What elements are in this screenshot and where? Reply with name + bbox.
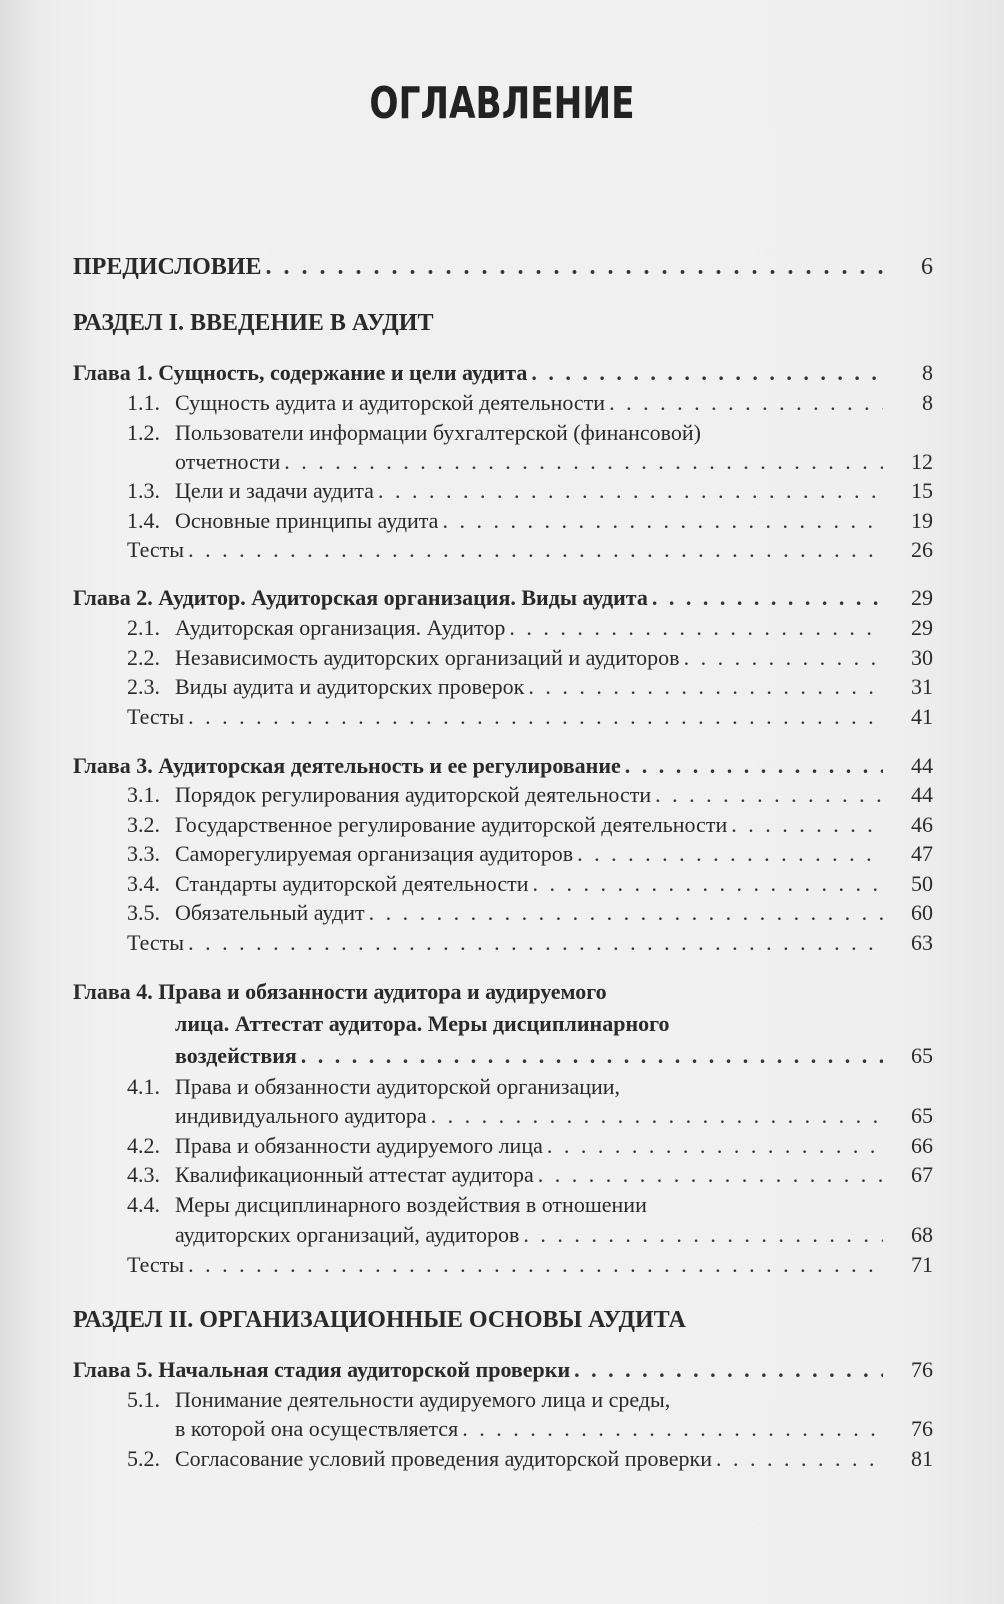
toc-entry-text: Порядок регулирования аудиторской деятельности — [175, 782, 652, 807]
toc-entry-number: 1.2. — [127, 420, 160, 445]
toc-entry-number: 5.2. — [127, 1446, 160, 1471]
toc-page-number: 19 — [911, 508, 933, 533]
toc-page-number: 47 — [911, 841, 933, 866]
section-heading-2: РАЗДЕЛ II. ОРГАНИЗАЦИОННЫЕ ОСНОВЫ АУДИТА — [73, 1307, 686, 1333]
toc-entry-text: Понимание деятельности аудируемого лица и среды, — [175, 1387, 671, 1412]
toc-entry-4-tests[interactable] — [127, 1250, 933, 1280]
toc-entry-text: Сущность аудита и аудиторской деятельности — [175, 390, 606, 415]
toc-entry-text: Аудиторская организация. Аудитор — [175, 615, 506, 640]
toc-page-number: 12 — [911, 449, 933, 474]
toc-page-number: 81 — [911, 1446, 933, 1471]
toc-entry-text: Права и обязанности аудируемого лица — [175, 1133, 543, 1158]
toc-entry-3-5[interactable] — [127, 898, 933, 928]
dot-leader — [577, 839, 883, 869]
toc-page-number: 31 — [911, 674, 933, 699]
toc-entry-chapter-4-line2[interactable]: лица. Аттестат аудитора. Меры дисциплинарного — [175, 1011, 670, 1036]
dot-leader — [523, 1220, 883, 1250]
toc-page-number: 76 — [911, 1416, 933, 1441]
toc-entry-number: 3.3. — [127, 841, 160, 866]
dot-leader — [625, 751, 883, 781]
toc-entry-text-cont: аудиторских организаций, аудиторов — [175, 1222, 520, 1247]
toc-entry-3-3[interactable] — [127, 839, 933, 869]
toc-page-number: 41 — [911, 704, 933, 729]
toc-entry-text-cont: отчетности — [175, 449, 281, 474]
toc-entry-2-2[interactable] — [127, 643, 933, 673]
toc-entry-number: 1.1. — [127, 390, 160, 415]
toc-entry-text: Глава 1. Сущность, содержание и цели аудита — [73, 360, 528, 385]
toc-entry-text: Квалификационный аттестат аудитора — [175, 1162, 534, 1187]
toc-page-number: 26 — [911, 537, 933, 562]
toc-page-number: 65 — [911, 1103, 933, 1128]
toc-entry-text: Права и обязанности аудиторской организации, — [175, 1074, 621, 1099]
dot-leader — [609, 388, 883, 418]
dot-leader — [716, 1444, 883, 1474]
toc-entry-3-1[interactable] — [127, 780, 933, 810]
toc-entry-number: 2.3. — [127, 674, 160, 699]
toc-entry-text-cont: в которой она осуществляется — [175, 1416, 459, 1441]
toc-entry-1-1[interactable] — [127, 388, 933, 418]
toc-entry-text: Глава 3. Аудиторская деятельность и ее регулирование — [73, 753, 621, 778]
toc-entry-text: Саморегулируемая организация аудиторов — [175, 841, 574, 866]
toc-page-number: 66 — [911, 1133, 933, 1158]
toc-entry-4-1-line1[interactable] — [127, 1072, 620, 1102]
toc-entry-text: Глава 2. Аудитор. Аудиторская организация. Виды аудита — [73, 585, 648, 610]
toc-page-number: 46 — [911, 812, 933, 837]
toc-entry-5-1-line1[interactable] — [127, 1385, 670, 1415]
toc-page-number: 50 — [911, 871, 933, 896]
dot-leader — [188, 1250, 883, 1280]
toc-entry-number: 4.4. — [127, 1192, 160, 1217]
toc-entry-number: 4.2. — [127, 1133, 160, 1158]
section-heading-1: РАЗДЕЛ I. ВВЕДЕНИЕ В АУДИТ — [73, 310, 434, 336]
toc-page-number: 8 — [922, 360, 933, 385]
toc-entry-3-4[interactable] — [127, 869, 933, 899]
toc-entry-4-4-line1[interactable] — [127, 1190, 647, 1220]
toc-entry-number: 1.3. — [127, 478, 160, 503]
toc-page-number: 65 — [911, 1043, 933, 1068]
toc-entry-number: 3.4. — [127, 871, 160, 896]
dot-leader — [509, 613, 883, 643]
dot-leader — [531, 358, 883, 388]
toc-entry-text: Государственное регулирование аудиторской деятельности — [175, 812, 728, 837]
toc-page-number: 29 — [911, 615, 933, 640]
dot-leader — [369, 898, 883, 928]
toc-page-number: 29 — [911, 585, 933, 610]
toc-entry-text: Глава 5. Начальная стадия аудиторской проверки — [73, 1357, 571, 1382]
toc-entry-1-4[interactable] — [127, 506, 933, 536]
dot-leader — [378, 476, 883, 506]
toc-entry-number: 4.1. — [127, 1074, 160, 1099]
toc-entry-4-3[interactable] — [127, 1160, 933, 1190]
toc-entry-text: Виды аудита и аудиторских проверок — [175, 674, 525, 699]
toc-entry-5-2[interactable] — [127, 1444, 933, 1474]
dot-leader — [538, 1160, 883, 1190]
dot-leader — [301, 1041, 883, 1071]
toc-page-number: 44 — [911, 753, 933, 778]
toc-page-number: 71 — [911, 1252, 933, 1277]
dot-leader — [655, 780, 883, 810]
toc-entry-text: Тесты — [127, 537, 185, 562]
toc-entry-text: Цели и задачи аудита — [175, 478, 374, 503]
toc-entry-chapter-4-line1[interactable]: Глава 4. Права и обязанности аудитора и аудируемого — [73, 979, 607, 1004]
dot-leader — [652, 583, 883, 613]
toc-entry-number: 5.1. — [127, 1387, 160, 1412]
toc-entry-4-4[interactable] — [175, 1220, 933, 1250]
toc-page-number: 6 — [921, 254, 933, 280]
toc-entry-preface[interactable] — [73, 252, 933, 282]
dot-leader — [188, 702, 883, 732]
toc-entry-number: 3.1. — [127, 782, 160, 807]
toc-page-number: 76 — [911, 1357, 933, 1382]
toc-entry-chapter-5[interactable] — [73, 1355, 933, 1385]
toc-page-number: 67 — [911, 1162, 933, 1187]
toc-entry-5-1[interactable] — [175, 1414, 933, 1444]
toc-entry-text: Тесты — [127, 704, 185, 729]
toc-entry-2-tests[interactable] — [127, 702, 933, 732]
dot-leader — [265, 252, 883, 282]
toc-entry-text: Обязательный аудит — [175, 900, 365, 925]
toc-entry-4-2[interactable] — [127, 1131, 933, 1161]
toc-page-number: 30 — [911, 645, 933, 670]
toc-entry-text: Стандарты аудиторской деятельности — [175, 871, 529, 896]
toc-entry-chapter-2[interactable] — [73, 583, 933, 613]
dot-leader — [532, 869, 883, 899]
dot-leader — [528, 672, 883, 702]
toc-page-number: 63 — [911, 930, 933, 955]
toc-entry-number: 2.1. — [127, 615, 160, 640]
toc-entry-1-tests[interactable] — [127, 535, 933, 565]
dot-leader — [684, 643, 883, 673]
toc-entry-text: Согласование условий проведения аудиторской проверки — [175, 1446, 712, 1471]
toc-page-number: 60 — [911, 900, 933, 925]
toc-entry-1-3[interactable] — [127, 476, 933, 506]
dot-leader — [188, 928, 883, 958]
toc-page-number: 44 — [911, 782, 933, 807]
toc-entry-text: Пользователи информации бухгалтерской (финансовой) — [175, 420, 701, 445]
toc-entry-1-2[interactable] — [175, 447, 933, 477]
toc-entry-text: воздействия — [175, 1043, 297, 1068]
dot-leader — [431, 1101, 883, 1131]
toc-entry-number: 1.4. — [127, 508, 160, 533]
toc-entry-text: Тесты — [127, 1252, 185, 1277]
toc-entry-chapter-3[interactable] — [73, 751, 933, 781]
toc-entry-3-tests[interactable] — [127, 928, 933, 958]
toc-entry-text: ПРЕДИСЛОВИЕ — [73, 254, 262, 280]
dot-leader — [547, 1131, 883, 1161]
toc-entry-chapter-4[interactable] — [175, 1041, 933, 1071]
toc-page-number: 8 — [922, 390, 933, 415]
toc-entry-2-1[interactable] — [127, 613, 933, 643]
toc-page-number: 68 — [911, 1222, 933, 1247]
dot-leader — [574, 1355, 883, 1385]
toc-entry-1-2-line1[interactable] — [127, 418, 701, 448]
toc-entry-4-1[interactable] — [175, 1101, 933, 1131]
dot-leader — [442, 506, 883, 536]
toc-entry-text-cont: индивидуального аудитора — [175, 1103, 427, 1128]
toc-entry-text: Независимость аудиторских организаций и аудиторов — [175, 645, 680, 670]
dot-leader — [188, 535, 883, 565]
dot-leader — [731, 810, 883, 840]
toc-entry-text: Основные принципы аудита — [175, 508, 439, 533]
page-title: ОГЛАВЛЕНИЕ — [369, 78, 635, 129]
toc-entry-number: 2.2. — [127, 645, 160, 670]
toc-entry-text: Меры дисциплинарного воздействия в отношении — [175, 1192, 647, 1217]
dot-leader — [462, 1414, 883, 1444]
toc-entry-chapter-1[interactable] — [73, 358, 933, 388]
dot-leader — [284, 447, 883, 477]
toc-entry-number: 3.2. — [127, 812, 160, 837]
toc-page-number: 15 — [911, 478, 933, 503]
toc-entry-text: Тесты — [127, 930, 185, 955]
toc-entry-number: 4.3. — [127, 1162, 160, 1187]
toc-entry-3-2[interactable] — [127, 810, 933, 840]
toc-entry-number: 3.5. — [127, 900, 160, 925]
toc-entry-2-3[interactable] — [127, 672, 933, 702]
